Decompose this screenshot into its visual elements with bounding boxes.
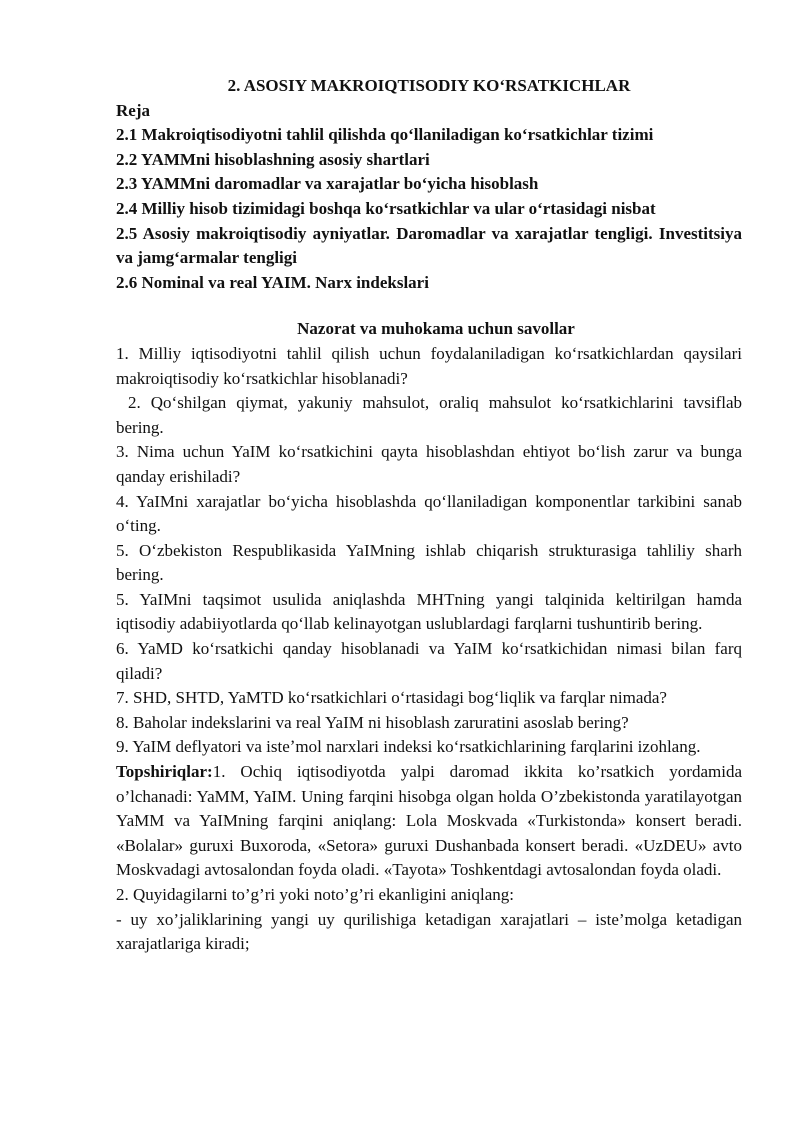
plan-item: 2.1 Makroiqtisodiyotni tahlil qilishda qoʻllaniladigan koʻrsatkichlar tizimi [116, 125, 654, 145]
question-item: 5. Oʻzbekiston Respublikasida YaIMning ishlab chiqarish strukturasiga tahliliy sharh bering. [116, 540, 742, 585]
question-item: 8. Baholar indekslarini va real YaIM ni hisoblash zaruratini asoslab bering? [116, 712, 629, 732]
plan-item: 2.2 YAMMni hisoblashning asosiy shartlari [116, 149, 430, 169]
tasks-label: Topshiriqlar: [116, 762, 213, 782]
question-item: 5. YaIMni taqsimot usulida aniqlashda MHTning yangi talqinida keltirilgan hamda iqtisodiy adabiiyotlarda qoʻllab kelinayotgan uslublardagi farqlarni tushuntirib bering. [116, 589, 742, 634]
plan-item: 2.5 Asosiy makroiqtisodiy ayniyatlar. Daromadlar va xarajatlar tengligi. Investitsiya va jamgʻarmalar tengligi [116, 223, 742, 268]
plan-heading: Reja [116, 100, 150, 120]
task-2: 2. Quyidagilarni to’g’ri yoki noto’g’ri ekanligini aniqlang: [116, 885, 514, 904]
question-item: 1. Milliy iqtisodiyotni tahlil qilish uchun foydalaniladigan koʻrsatkichlardan qaysilari makroiqtisodiy koʻrsatkichlar hisoblanadi? [116, 343, 742, 388]
plan-item: 2.3 YAMMni daromadlar va xarajatlar boʻyicha hisoblash [116, 174, 539, 194]
questions-heading: Nazorat va muhokama uchun savollar [297, 319, 575, 339]
question-item: 2. Qoʻshilgan qiymat, yakuniy mahsulot, oraliq mahsulot koʻrsatkichlarini tavsiflab bering. [116, 393, 742, 437]
question-item: 3. Nima uchun YaIM koʻrsatkichini qayta hisoblashdan ehtiyot boʻlish zarur va bunga qanday erishiladi? [116, 442, 742, 486]
question-item: 6. YaMD koʻrsatkichi qanday hisoblanadi va YaIM koʻrsatkichidan nimasi bilan farq qiladi? [116, 639, 742, 683]
question-item: 9. YaIM deflyatori va isteʼmol narxlari indeksi koʻrsatkichlarining farqlarini izohlang. [116, 737, 701, 757]
task-1 [116, 760, 742, 883]
task-1-text: 1. Ochiq iqtisodiyotda yalpi daromad ikkita ko’rsatkich yordamida o’lchanadi: YaMM, YaIM. Uning farqini hisobga olgan holda O’zbekistonda yaratilayotgan YaMM va YaIMning farqini aniqlang: Lola Moskvada «Turkistonda» konsert beradi. «Bolalar» guruxi Buxoroda, «Setora» guruxi Dushanbada konsert beradi. «UzDEU» avto Moskvadagi avtosalondan foyda oladi. «Tayota» Toshkentdagi avtosalondan foyda oladi. [116, 762, 742, 880]
document-title: 2. ASOSIY MAKROIQTISODIY KOʻRSATKICHLAR [227, 76, 631, 95]
plan-item: 2.6 Nominal va real YAIM. Narx indekslari [116, 272, 429, 292]
plan-item: 2.4 Milliy hisob tizimidagi boshqa koʻrsatkichlar va ular oʻrtasidagi nisbat [116, 198, 656, 218]
question-item: 4. YaIMni xarajatlar boʻyicha hisoblashda qoʻllaniladigan komponentlar tarkibini sanab oʻting. [116, 491, 742, 536]
task-2-item: - uy xo’jaliklarining yangi uy qurilishiga ketadigan xarajatlari – iste’molga ketadigan xarajatlariga kiradi; [116, 909, 742, 954]
question-item: 7. SHD, SHTD, YaMTD koʻrsatkichlari oʻrtasidagi bogʻliqlik va farqlar nimada? [116, 688, 667, 708]
spacer [116, 295, 742, 317]
